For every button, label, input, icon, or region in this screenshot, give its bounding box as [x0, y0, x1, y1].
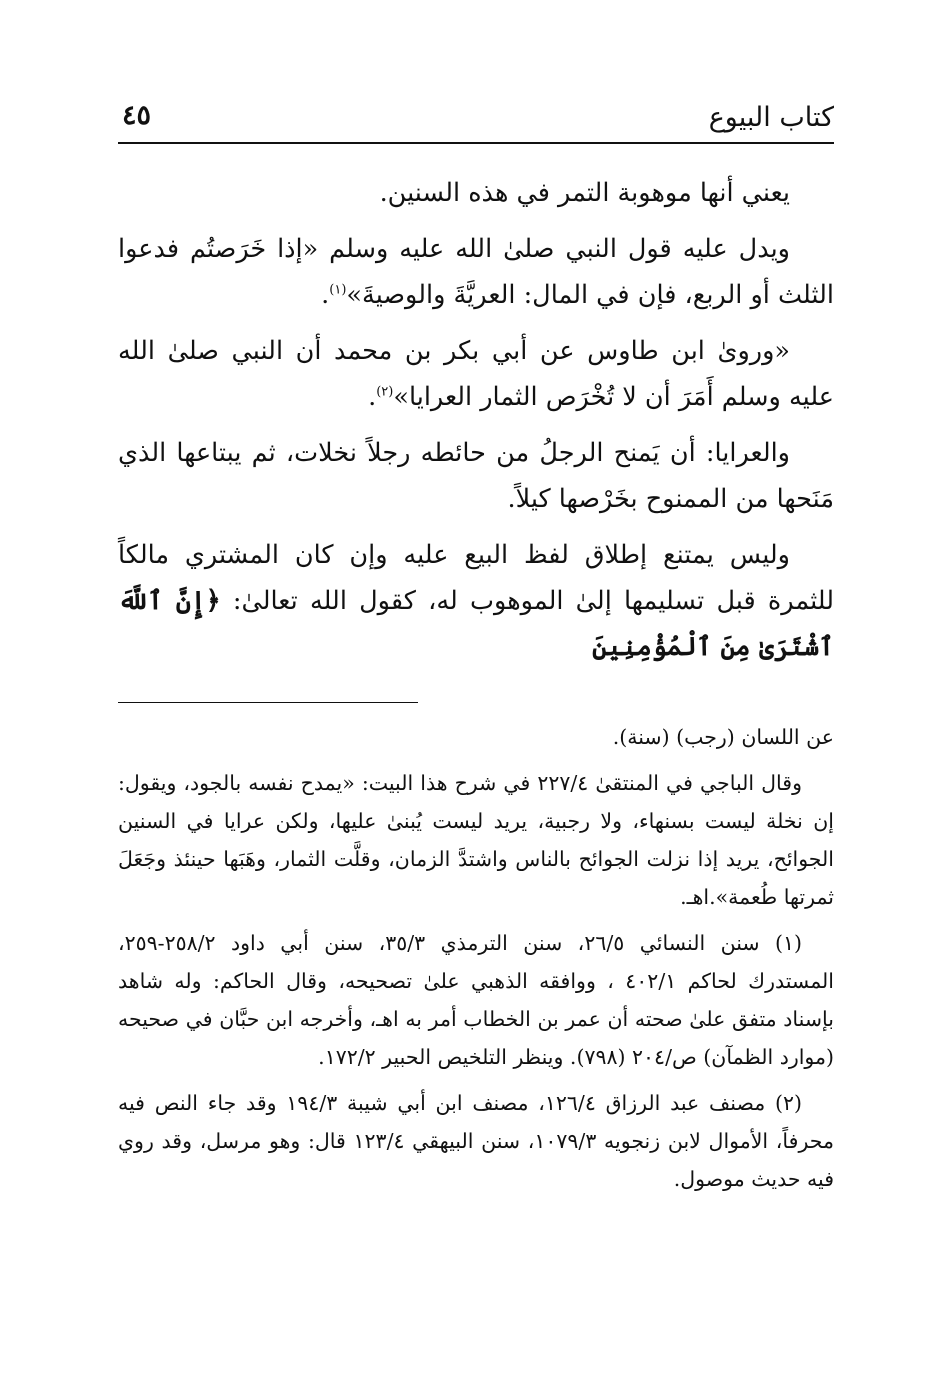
footnote-ref-1[interactable]: (١) — [329, 282, 347, 298]
paragraph-4 — [118, 430, 834, 522]
footnotes — [118, 718, 834, 1206]
footnote-separator — [118, 702, 418, 703]
paragraph-1-text: يعني أنها موهوبة التمر في هذه السنين. — [379, 178, 790, 208]
paragraph-3-text: «وروىٰ ابن طاوس عن أبي بكر بن محمد أن النبي صلىٰ الله عليه وسلم أَمَرَ أن لا تُخْرَص الثمار العرايا» — [118, 336, 834, 412]
paragraph-4-text: والعرايا: أن يَمنح الرجلُ من حائطه رجلاً نخلات، ثم يبتاعها الذي مَنَحها من الممنوح بخَرْصها كيلاً. — [118, 438, 834, 514]
book-page — [118, 0, 834, 1378]
paragraph-2 — [118, 226, 834, 318]
page-number: ٤٥ — [122, 100, 152, 131]
footnote-continuation: عن اللسان (رجب) (سنة). — [612, 725, 834, 749]
paragraph-5-text: وليس يمتنع إطلاق لفظ البيع عليه وإن كان المشتري مالكاً للثمرة قبل تسليمها إلىٰ الموهوب له، كقول الله تعالىٰ: — [118, 540, 835, 616]
running-header — [118, 96, 834, 144]
paragraph-1 — [118, 170, 834, 216]
paragraph-2-text: ويدل عليه قول النبي صلىٰ الله عليه وسلم «إذا خَرَصتُم فدعوا الثلث أو الربع، فإن في المال: العريَّةَ والوصيةَ» — [118, 234, 834, 310]
paragraph-5 — [118, 532, 834, 670]
footnote-1: (١) سنن النسائي ٢٦/٥، سنن الترمذي ٣٥/٣، سنن أبي داود ٢٥٨/٢-٢٥٩، المستدرك لحاكم ٤٠٢/١ ، ووافقه الذهبي علىٰ تصحيحه، وقال الحاكم: وله شاهد بإسناد متفق علىٰ صحته أن عمر بن الخطاب أمر به اهـ، وأخرجه ابن حبَّان في صحيحه (موارد الظمآن) ص/٢٠٤ (٧٩٨). وينظر التلخيص الحبير ١٧٢/٢. — [118, 931, 834, 1069]
paragraph-2-end: . — [321, 280, 330, 310]
paragraph-3 — [118, 328, 834, 420]
main-text — [118, 170, 834, 680]
footnote-2: (٢) مصنف عبد الرزاق ١٢٦/٤، مصنف ابن أبي شيبة ١٩٤/٣ وقد جاء النص فيه محرفاً، الأموال لابن زنجويه ١٠٧٩/٣، سنن البيهقي ١٢٣/٤ قال: وهو مرسل، وقد روي فيه حديث موصول. — [118, 1091, 834, 1191]
chapter-title: كتاب البيوع — [708, 102, 834, 133]
footnote-continuation-baji: وقال الباجي في المنتقىٰ ٢٢٧/٤ في شرح هذا البيت: «يمدح نفسه بالجود، ويقول: إن نخلة ليست بسنهاء، ولا رجبية، يريد ليست يُبنىٰ عليها، ولكن عرايا في السنين الجوائح، يريد إذا نزلت الجوائح بالناس واشتدَّ الزمان، وقلَّت الثمار، وهَبَها حينئذ وجَعَلَ ثمرتها طُعمة».اهـ. — [118, 771, 834, 909]
quran-verse: ﴿إِنَّ ٱللَّهَ ٱشْتَرَىٰ مِنَ ٱلْمُؤْمِنِينَ — [118, 586, 834, 662]
footnote-ref-2[interactable]: (٢) — [376, 384, 394, 400]
paragraph-3-end: . — [368, 382, 377, 412]
